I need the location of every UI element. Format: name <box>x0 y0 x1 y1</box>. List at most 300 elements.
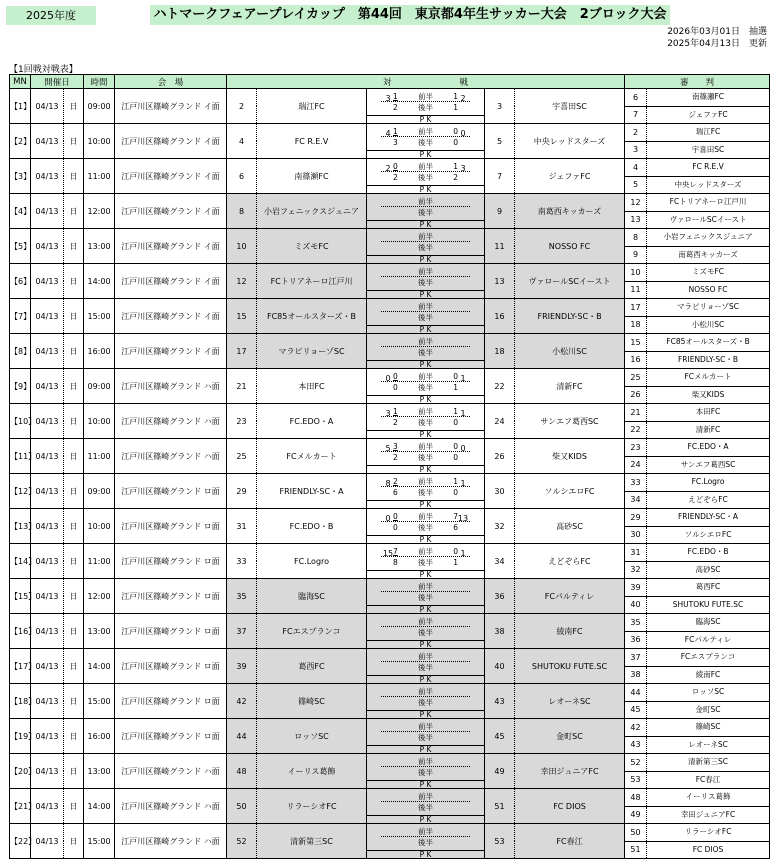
home-number: 6 <box>227 159 257 194</box>
score-box <box>367 335 484 368</box>
away-total: 1 <box>460 478 466 488</box>
home-number: 50 <box>227 789 257 824</box>
pk-label: P K <box>367 220 484 228</box>
match-number: 【17】 <box>10 649 31 684</box>
table-row <box>10 439 770 457</box>
referee-team-label: イーリス葛飾 <box>685 792 731 801</box>
away-first-half: 0 <box>453 126 459 136</box>
score-box <box>367 405 484 438</box>
home-team: ミズモFC <box>257 229 367 264</box>
home-second-half: 0 <box>393 382 398 392</box>
away-number: 3 <box>485 89 515 124</box>
away-first-half: 0 <box>453 441 459 451</box>
home-number: 52 <box>227 824 257 859</box>
second-half-label: 後半 <box>418 837 434 847</box>
away-second-half: 1 <box>453 102 459 112</box>
home-first-half: 0 <box>393 371 398 381</box>
referee-team-label: 南葛西キッカーズ <box>678 249 738 259</box>
match-day: 日 <box>64 824 84 859</box>
away-number: 40 <box>485 649 515 684</box>
table-header <box>10 75 770 89</box>
match-date: 04/13 <box>31 474 64 509</box>
referee-number: 4 <box>625 159 647 177</box>
second-half-row <box>381 732 470 743</box>
match-day: 日 <box>64 229 84 264</box>
referee-team <box>647 614 770 632</box>
match-venue: 江戸川区篠崎グランド イ面 <box>115 264 227 299</box>
referee-team-label: 綾南FC <box>695 669 721 679</box>
home-total: 0 <box>385 373 391 383</box>
second-half-row <box>381 487 470 498</box>
match-day: 日 <box>64 544 84 579</box>
referee-team <box>647 824 770 842</box>
match-date: 04/13 <box>31 404 64 439</box>
table-row <box>10 404 770 422</box>
referee-team <box>647 89 770 107</box>
first-half-row <box>381 756 470 767</box>
pk-label: P K <box>367 430 484 438</box>
match-date: 04/13 <box>31 509 64 544</box>
referee-team-label: 小松川SC <box>691 319 725 329</box>
match-venue: 江戸川区篠崎グランド イ面 <box>115 299 227 334</box>
away-second-half: 1 <box>453 557 459 567</box>
second-half-label: 後半 <box>418 732 434 742</box>
match-venue: 江戸川区篠崎グランド ハ面 <box>115 824 227 859</box>
match-venue: 江戸川区篠崎グランド ロ面 <box>115 684 227 719</box>
table-row <box>10 719 770 737</box>
home-second-half: 2 <box>393 172 398 182</box>
match-venue: 江戸川区篠崎グランド イ面 <box>115 334 227 369</box>
table-row <box>10 754 770 772</box>
away-number: 45 <box>485 719 515 754</box>
referee-team <box>647 544 770 562</box>
referee-team-label: ミズモFC <box>691 267 725 276</box>
away-team: 金町SC <box>515 719 625 754</box>
referee-team <box>647 456 770 474</box>
second-half-label: 後半 <box>418 137 434 147</box>
referee-team-label: 宇喜田SC <box>691 144 725 154</box>
referee-team-label: レオーネSC <box>688 739 728 749</box>
first-half-row <box>381 686 470 697</box>
referee-team-label: NOSSO FC <box>688 284 728 294</box>
away-team: 小松川SC <box>515 334 625 369</box>
away-first-half: 1 <box>453 91 459 101</box>
match-date: 04/13 <box>31 824 64 859</box>
match-venue: 江戸川区篠崎グランド ロ面 <box>115 649 227 684</box>
away-total: 2 <box>460 93 466 103</box>
match-time: 11:00 <box>84 159 115 194</box>
score-cell <box>367 649 485 684</box>
score-cell <box>367 334 485 369</box>
home-team: FC R.E.V <box>257 124 367 159</box>
first-half-label: 前半 <box>418 581 434 591</box>
away-number: 7 <box>485 159 515 194</box>
referee-number: 37 <box>625 649 647 667</box>
home-team: 南篠瀬FC <box>257 159 367 194</box>
referee-team-label: FC.Logro <box>691 477 725 486</box>
referee-team-label: FC.EDO・A <box>687 442 729 451</box>
score-box <box>367 545 484 578</box>
away-number: 43 <box>485 684 515 719</box>
referee-team <box>647 439 770 457</box>
score-box <box>367 440 484 473</box>
referee-team-label: FC.EDO・B <box>687 547 729 556</box>
home-first-half: 0 <box>393 161 398 171</box>
home-number: 37 <box>227 614 257 649</box>
col-venue: 会 場 <box>115 75 227 89</box>
table-row <box>10 824 770 842</box>
match-date: 04/13 <box>31 439 64 474</box>
score-cell <box>367 684 485 719</box>
second-half-label: 後半 <box>418 767 434 777</box>
home-number: 42 <box>227 684 257 719</box>
score-cell <box>367 544 485 579</box>
home-team: マラビリョーゾSC <box>257 334 367 369</box>
match-date: 04/13 <box>31 89 64 124</box>
referee-team-label: ヴァロールSCイースト <box>669 214 747 224</box>
table-row <box>10 789 770 807</box>
away-team: 幸田ジュニアFC <box>515 754 625 789</box>
first-half-row <box>381 721 470 732</box>
referee-team-label: FRIENDLY-SC・B <box>677 354 739 364</box>
away-number: 5 <box>485 124 515 159</box>
pk-label: P K <box>367 115 484 123</box>
second-half-label: 後半 <box>418 697 434 707</box>
referee-number: 43 <box>625 736 647 754</box>
referee-team-label: 瑞江FC <box>695 127 721 136</box>
referee-number: 16 <box>625 351 647 369</box>
first-half-label: 前半 <box>418 616 434 626</box>
first-half-row <box>381 196 470 207</box>
referee-number: 15 <box>625 334 647 352</box>
home-first-half: 1 <box>393 406 398 416</box>
score-cell <box>367 614 485 649</box>
referee-team <box>647 386 770 404</box>
first-half-row <box>381 266 470 277</box>
score-box <box>367 615 484 648</box>
second-half-row <box>381 627 470 638</box>
away-second-half: 0 <box>453 452 459 462</box>
match-time: 15:00 <box>84 299 115 334</box>
home-number: 4 <box>227 124 257 159</box>
first-half-row <box>381 301 470 312</box>
referee-team-label: サンエフ葛西SC <box>680 459 736 469</box>
referee-team-label: 清新FC <box>695 424 721 434</box>
away-team: 高砂SC <box>515 509 625 544</box>
score-cell <box>367 439 485 474</box>
table-row <box>10 614 770 632</box>
home-total: 3 <box>385 408 391 418</box>
away-total: 1 <box>460 548 466 558</box>
match-number: 【22】 <box>10 824 31 859</box>
score-box <box>367 160 484 193</box>
pk-label: P K <box>367 255 484 263</box>
match-time: 09:00 <box>84 474 115 509</box>
match-time: 11:00 <box>84 544 115 579</box>
pk-label: P K <box>367 605 484 613</box>
referee-number: 42 <box>625 719 647 737</box>
home-team: 篠崎SC <box>257 684 367 719</box>
home-second-half: 3 <box>393 137 398 147</box>
pk-label: P K <box>367 150 484 158</box>
score-cell <box>367 509 485 544</box>
referee-team <box>647 246 770 264</box>
referee-number: 51 <box>625 841 647 859</box>
match-day: 日 <box>64 299 84 334</box>
match-day: 日 <box>64 439 84 474</box>
match-number: 【11】 <box>10 439 31 474</box>
home-total: 4 <box>385 128 391 138</box>
match-time: 14:00 <box>84 649 115 684</box>
col-referee: 審 判 <box>625 75 770 89</box>
match-list <box>10 89 770 859</box>
match-time: 16:00 <box>84 719 115 754</box>
match-number: 【18】 <box>10 684 31 719</box>
col-mn: MN <box>10 75 31 89</box>
second-half-row <box>381 557 470 568</box>
score-box <box>367 720 484 753</box>
referee-number: 45 <box>625 701 647 719</box>
second-half-label: 後半 <box>418 557 434 567</box>
second-half-label: 後半 <box>418 592 434 602</box>
referee-team <box>647 684 770 702</box>
pk-label: P K <box>367 500 484 508</box>
away-team: サンエフ葛西SC <box>515 404 625 439</box>
first-half-label: 前半 <box>418 161 434 171</box>
home-first-half: 1 <box>393 126 398 136</box>
second-half-label: 後半 <box>418 172 434 182</box>
referee-team <box>647 159 770 177</box>
first-half-label: 前半 <box>418 476 434 486</box>
score-cell <box>367 299 485 334</box>
referee-team <box>647 789 770 807</box>
first-half-row <box>381 336 470 347</box>
away-number: 13 <box>485 264 515 299</box>
away-number: 18 <box>485 334 515 369</box>
match-date: 04/13 <box>31 719 64 754</box>
referee-team <box>647 299 770 317</box>
pk-label: P K <box>367 745 484 753</box>
table-row <box>10 159 770 177</box>
pk-label: P K <box>367 780 484 788</box>
home-total: 0 <box>385 513 391 523</box>
table-row <box>10 194 770 212</box>
referee-team <box>647 369 770 387</box>
year-label: 2025年度 <box>6 6 96 25</box>
referee-team <box>647 579 770 597</box>
schedule-table <box>9 74 770 859</box>
match-day: 日 <box>64 579 84 614</box>
pk-label: P K <box>367 395 484 403</box>
second-half-label: 後半 <box>418 382 434 392</box>
referee-number: 50 <box>625 824 647 842</box>
referee-team <box>647 491 770 509</box>
home-number: 25 <box>227 439 257 474</box>
first-half-label: 前半 <box>418 441 434 451</box>
home-number: 39 <box>227 649 257 684</box>
away-number: 22 <box>485 369 515 404</box>
first-half-label: 前半 <box>418 371 434 381</box>
referee-team-label: えどぞらFC <box>688 494 728 504</box>
referee-number: 3 <box>625 141 647 159</box>
match-venue: 江戸川区篠崎グランド ロ面 <box>115 544 227 579</box>
second-half-label: 後半 <box>418 102 434 112</box>
table-row <box>10 264 770 282</box>
match-date: 04/13 <box>31 684 64 719</box>
match-number: 【14】 <box>10 544 31 579</box>
referee-team <box>647 106 770 124</box>
referee-team <box>647 841 770 859</box>
match-time: 14:00 <box>84 789 115 824</box>
score-box <box>367 825 484 858</box>
match-time: 13:00 <box>84 614 115 649</box>
referee-team <box>647 806 770 824</box>
match-day: 日 <box>64 334 84 369</box>
away-total: 1 <box>460 408 466 418</box>
away-team: えどぞらFC <box>515 544 625 579</box>
match-venue: 江戸川区篠崎グランド ロ面 <box>115 579 227 614</box>
second-half-row <box>381 312 470 323</box>
referee-team <box>647 194 770 212</box>
away-number: 34 <box>485 544 515 579</box>
referee-team <box>647 771 770 789</box>
match-venue: 江戸川区篠崎グランド ロ面 <box>115 509 227 544</box>
away-number: 36 <box>485 579 515 614</box>
away-number: 11 <box>485 229 515 264</box>
home-first-half: 2 <box>393 476 398 486</box>
score-box <box>367 125 484 158</box>
home-number: 8 <box>227 194 257 229</box>
first-half-label: 前半 <box>418 756 434 766</box>
match-time: 15:00 <box>84 824 115 859</box>
referee-team-label: FCトリアネーロ江戸川 <box>669 197 747 206</box>
pk-label: P K <box>367 185 484 193</box>
referee-number: 22 <box>625 421 647 439</box>
match-date: 04/13 <box>31 194 64 229</box>
match-time: 11:00 <box>84 439 115 474</box>
second-half-label: 後半 <box>418 417 434 427</box>
referee-number: 29 <box>625 509 647 527</box>
referee-number: 17 <box>625 299 647 317</box>
away-team: NOSSO FC <box>515 229 625 264</box>
referee-team-label: リラーシオFC <box>684 827 732 836</box>
away-number: 24 <box>485 404 515 439</box>
referee-number: 6 <box>625 89 647 107</box>
referee-team-label: ジェファFC <box>688 109 728 119</box>
home-team: FCエスプランコ <box>257 614 367 649</box>
match-date: 04/13 <box>31 334 64 369</box>
referee-team <box>647 754 770 772</box>
second-half-label: 後半 <box>418 662 434 672</box>
first-half-label: 前半 <box>418 301 434 311</box>
referee-team <box>647 526 770 544</box>
table-row <box>10 89 770 107</box>
score-cell <box>367 229 485 264</box>
first-half-label: 前半 <box>418 546 434 556</box>
home-total: 8 <box>385 478 391 488</box>
match-venue: 江戸川区篠崎グランド ロ面 <box>115 614 227 649</box>
match-date: 04/13 <box>31 299 64 334</box>
first-half-label: 前半 <box>418 266 434 276</box>
draw-date: 2026年03月01日 抽選 <box>667 27 767 37</box>
referee-team <box>647 596 770 614</box>
match-number: 【16】 <box>10 614 31 649</box>
page-title: ハトマークフェアープレイカップ 第44回 東京都4年生サッカー大会 2ブロック大会 <box>150 5 670 25</box>
match-number: 【1】 <box>10 89 31 124</box>
match-number: 【4】 <box>10 194 31 229</box>
away-number: 38 <box>485 614 515 649</box>
referee-team <box>647 509 770 527</box>
match-venue: 江戸川区篠崎グランド イ面 <box>115 124 227 159</box>
match-time: 16:00 <box>84 334 115 369</box>
match-number: 【19】 <box>10 719 31 754</box>
away-team: FC DIOS <box>515 789 625 824</box>
first-half-label: 前半 <box>418 406 434 416</box>
referee-team <box>647 316 770 334</box>
score-cell <box>367 719 485 754</box>
second-half-row <box>381 277 470 288</box>
match-date: 04/13 <box>31 159 64 194</box>
referee-number: 25 <box>625 369 647 387</box>
match-date: 04/13 <box>31 789 64 824</box>
away-second-half: 0 <box>453 137 459 147</box>
match-number: 【15】 <box>10 579 31 614</box>
table-row <box>10 299 770 317</box>
second-half-label: 後半 <box>418 347 434 357</box>
match-day: 日 <box>64 509 84 544</box>
referee-team <box>647 736 770 754</box>
referee-team-label: SHUTOKU FUTE.SC <box>672 599 744 609</box>
match-number: 【8】 <box>10 334 31 369</box>
first-half-label: 前半 <box>418 196 434 206</box>
referee-number: 18 <box>625 316 647 334</box>
away-second-half: 1 <box>453 382 459 392</box>
referee-team-label: 本田FC <box>695 407 721 416</box>
away-number: 49 <box>485 754 515 789</box>
referee-number: 31 <box>625 544 647 562</box>
away-team: ヴァロールSCイースト <box>515 264 625 299</box>
home-team: FCトリアネーロ江戸川 <box>257 264 367 299</box>
referee-team-label: 柴又KIDS <box>691 389 725 399</box>
table-row <box>10 369 770 387</box>
away-second-half: 0 <box>453 487 459 497</box>
home-team: ロッソSC <box>257 719 367 754</box>
away-first-half: 7 <box>453 511 459 521</box>
home-first-half: 0 <box>393 511 398 521</box>
match-time: 13:00 <box>84 754 115 789</box>
home-team: イーリス葛飾 <box>257 754 367 789</box>
away-team: SHUTOKU FUTE.SC <box>515 649 625 684</box>
first-half-label: 前半 <box>418 791 434 801</box>
score-cell <box>367 264 485 299</box>
referee-team-label: ロッソSC <box>691 687 725 696</box>
referee-number: 30 <box>625 526 647 544</box>
referee-number: 10 <box>625 264 647 282</box>
score-cell <box>367 579 485 614</box>
match-date: 04/13 <box>31 544 64 579</box>
score-box <box>367 510 484 543</box>
second-half-row <box>381 452 470 463</box>
match-day: 日 <box>64 404 84 439</box>
home-first-half: 1 <box>393 91 398 101</box>
match-time: 09:00 <box>84 89 115 124</box>
score-cell <box>367 159 485 194</box>
match-venue: 江戸川区篠崎グランド イ面 <box>115 89 227 124</box>
home-number: 10 <box>227 229 257 264</box>
referee-team-label: FC春江 <box>695 774 721 784</box>
match-day: 日 <box>64 264 84 299</box>
home-number: 44 <box>227 719 257 754</box>
